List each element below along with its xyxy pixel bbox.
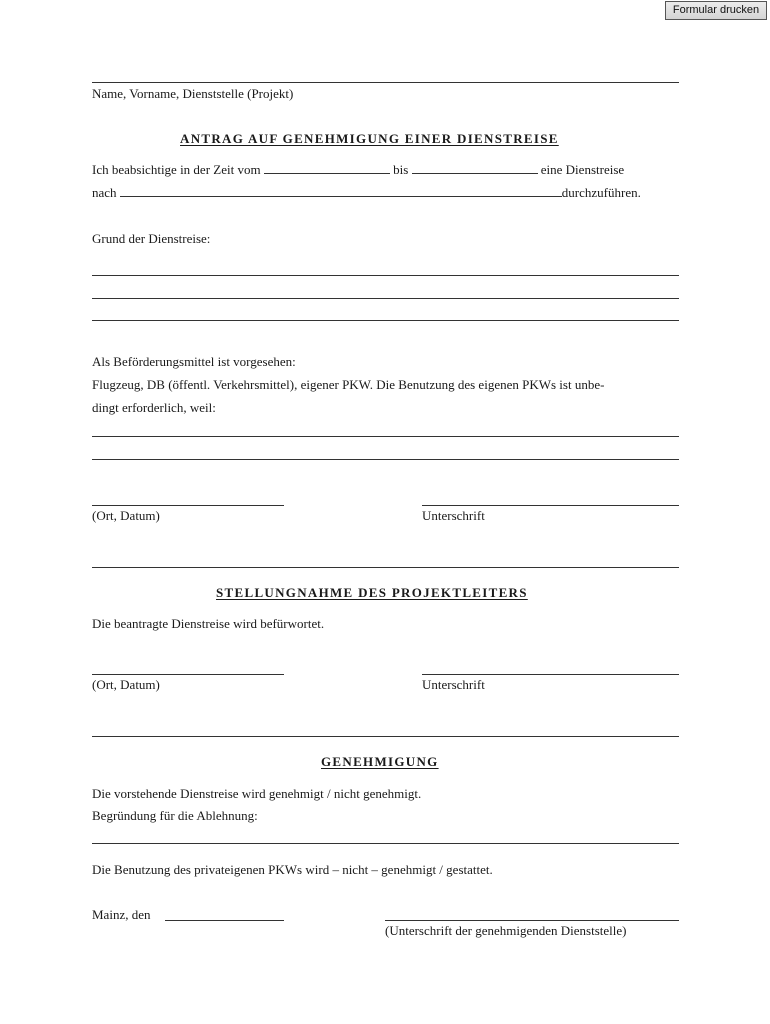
approval-signature-line[interactable]: [385, 920, 679, 921]
transport-reason-line-1[interactable]: [92, 436, 679, 437]
rejection-reason-line[interactable]: [92, 843, 679, 844]
rejection-reason-label: Begründung für die Ablehnung:: [92, 808, 258, 823]
period-to-field[interactable]: [412, 162, 538, 174]
period-from-label: Ich beabsichtige in der Zeit vom: [92, 162, 261, 177]
period-to-label: bis: [393, 162, 409, 177]
city-date-label: Mainz, den: [92, 907, 151, 922]
approval-text: Die vorstehende Dienstreise wird genehmigt / nicht genehmigt.: [92, 786, 422, 801]
destination-sentence: [92, 185, 641, 200]
approval-signature-label: (Unterschrift der genehmigenden Dienststelle): [385, 923, 627, 938]
destination-label: nach: [92, 185, 117, 200]
trip-label: eine Dienstreise: [540, 162, 625, 177]
applicant-place-date-label: (Ort, Datum): [92, 508, 160, 523]
print-form-button[interactable]: Formular drucken: [665, 1, 767, 20]
transport-label: Als Beförderungsmittel ist vorgesehen:: [92, 354, 296, 369]
reason-line-1[interactable]: [92, 275, 679, 276]
transport-reason-label: dingt erforderlich, weil:: [92, 400, 216, 415]
leader-signature-label: Unterschrift: [422, 677, 485, 692]
period-sentence: [92, 162, 624, 177]
applicant-signature-line[interactable]: [422, 505, 679, 506]
private-car-text: Die Benutzung des privateigenen PKWs wird – nicht – genehmigt / gestattet.: [92, 862, 493, 877]
period-from-field[interactable]: [264, 162, 390, 174]
reason-line-2[interactable]: [92, 298, 679, 299]
section-divider-2: [92, 736, 679, 737]
destination-field[interactable]: [120, 185, 562, 197]
applicant-place-date-line[interactable]: [92, 505, 284, 506]
leader-signature-line[interactable]: [422, 674, 679, 675]
genehmigung-title: GENEHMIGUNG: [321, 754, 439, 769]
name-field-line[interactable]: [92, 82, 679, 83]
stellungnahme-title: STELLUNGNAHME DES PROJEKTLEITERS: [216, 585, 528, 600]
reason-label: Grund der Dienstreise:: [92, 231, 211, 246]
reason-line-3[interactable]: [92, 320, 679, 321]
transport-options: Flugzeug, DB (öffentl. Verkehrsmittel), eigener PKW. Die Benutzung des eigenen PKWs ist unbe-: [92, 377, 605, 392]
approval-date-line[interactable]: [165, 920, 284, 921]
antrag-title: ANTRAG AUF GENEHMIGUNG EINER DIENSTREISE: [180, 131, 559, 146]
carry-out-label: durchzuführen.: [561, 185, 641, 200]
leader-place-date-line[interactable]: [92, 674, 284, 675]
endorsement-text: Die beantragte Dienstreise wird befürwortet.: [92, 616, 325, 631]
section-divider-1: [92, 567, 679, 568]
applicant-signature-label: Unterschrift: [422, 508, 485, 523]
transport-reason-line-2[interactable]: [92, 459, 679, 460]
name-field-label: Name, Vorname, Dienststelle (Projekt): [92, 86, 294, 101]
leader-place-date-label: (Ort, Datum): [92, 677, 160, 692]
